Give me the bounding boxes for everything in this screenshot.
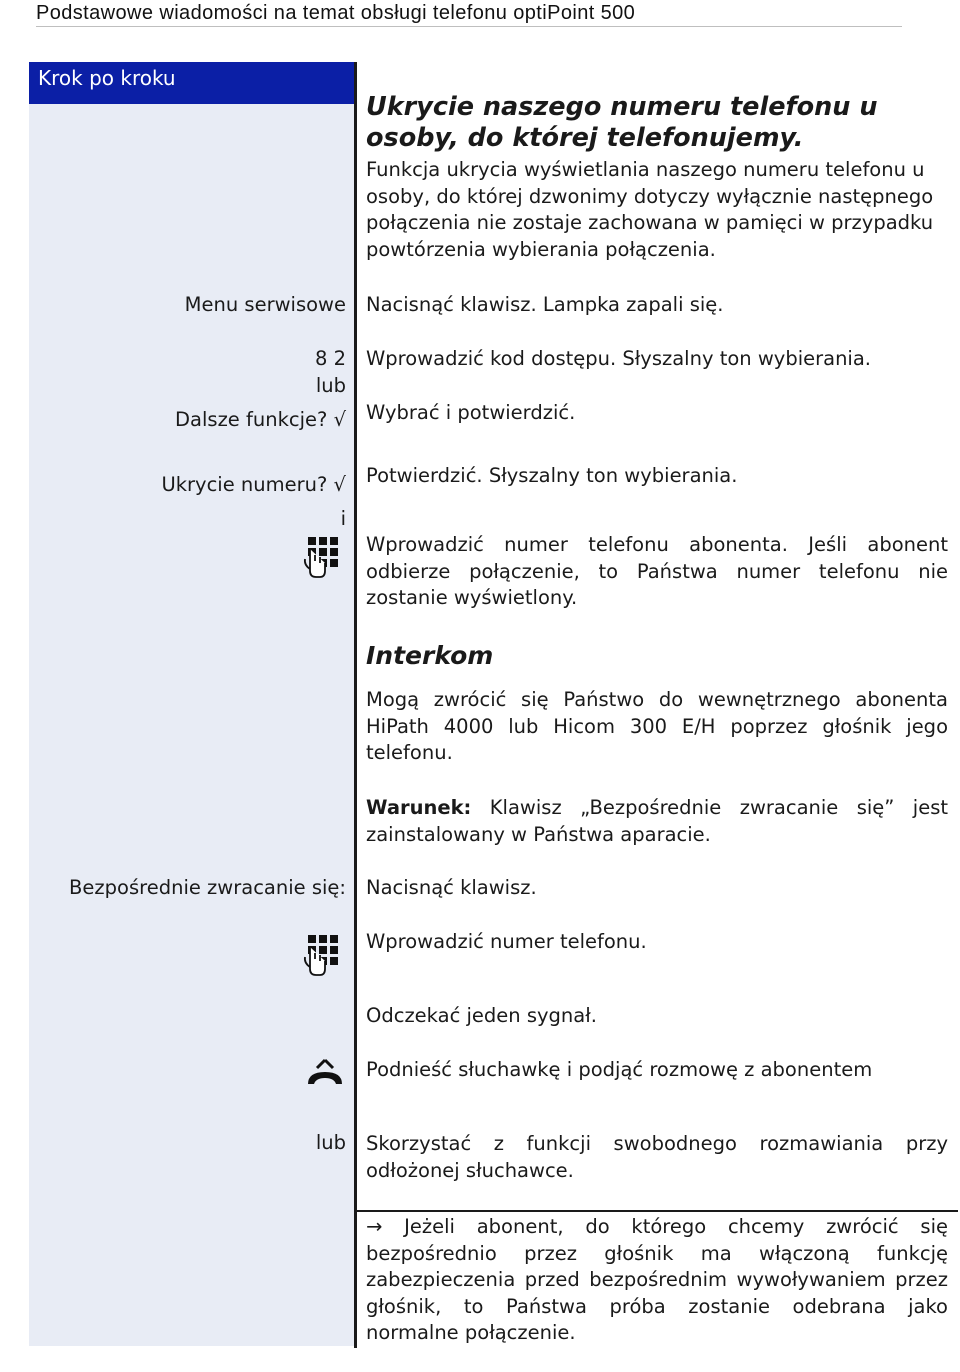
step-select-confirm: Wybrać i potwierdzić. — [366, 401, 576, 424]
section-title-interkom: Interkom — [366, 641, 494, 670]
label-i: i — [340, 507, 346, 530]
condition-label: Warunek: — [366, 796, 472, 819]
step-enter-code: Wprowadzić kod dostępu. Słyszalny ton wybierania. — [366, 347, 872, 370]
step-wait-signal: Odczekać jeden sygnał. — [366, 1004, 597, 1027]
condition-paragraph — [366, 795, 948, 848]
step-press-key-intercom: Nacisnąć klawisz. — [366, 876, 537, 899]
step-press-key: Nacisnąć klawisz. Lampka zapali się. — [366, 293, 724, 316]
sidebar-column — [29, 62, 355, 1346]
label-lub-1: lub — [315, 374, 346, 397]
label-bezposrednie: Bezpośrednie zwracanie się: — [69, 876, 346, 899]
step-enter-phone-number: Wprowadzić numer telefonu. — [366, 930, 647, 953]
keypad-icon — [302, 933, 340, 977]
label-dalsze-funkcje: Dalsze funkcje? √ — [175, 408, 346, 431]
label-lub-2: lub — [315, 1131, 346, 1154]
label-ukrycie-numeru: Ukrycie numeru? √ — [161, 473, 346, 496]
condition-text: Klawisz „Bezpośrednie zwracanie się” jest zainstalowany w Państwa aparacie. — [366, 796, 948, 846]
sidebar-heading: Krok po kroku — [29, 62, 356, 104]
handset-lift-icon — [304, 1058, 346, 1090]
column-divider — [354, 62, 357, 1348]
section-intro-hide-number: Funkcja ukrycia wyświetlania naszego numeru telefonu u osoby, do której dzwonimy dotyczy wyłącznie następnego połączenia nie zostaje zachowana w pamięci w przypadku powtórzenia wybierania połączenia. — [366, 158, 934, 261]
page-header: Podstawowe wiadomości na temat obsługi telefonu optiPoint 500 — [36, 0, 902, 27]
note-divider — [357, 1210, 958, 1212]
section-intro-interkom: Mogą zwrócić się Państwo do wewnętrznego abonenta HiPath 4000 lub Hicom 300 E/H poprzez głośnik jego telefonu. — [366, 688, 948, 764]
step-enter-number: Wprowadzić numer telefonu abonenta. Jeśli abonent odbierze połączenie, to Państwa numer telefonu nie zostanie wyświetlony. — [366, 533, 948, 609]
label-menu-serwisowe: Menu serwisowe — [184, 293, 346, 316]
step-confirm: Potwierdzić. Słyszalny ton wybierania. — [366, 464, 738, 487]
keypad-icon — [302, 535, 340, 579]
step-handsfree: Skorzystać z funkcji swobodnego rozmawiania przy odłożonej słuchawce. — [366, 1132, 948, 1182]
label-access-code: 8 2 — [314, 347, 346, 370]
note-paragraph: → Jeżeli abonent, do którego chcemy zwrócić się bezpośrednio przez głośnik ma włączoną funkcję zabezpieczenia przed bezpośrednim wywoływaniem przez głośnik, to Państwa próba zostanie odebrana jako normalne połączenie. — [366, 1215, 948, 1344]
section-title-hide-number: Ukrycie naszego numeru telefonu u osoby, do której telefonujemy. — [366, 92, 878, 153]
step-lift-handset: Podnieść słuchawkę i podjąć rozmowę z abonentem — [366, 1058, 873, 1081]
